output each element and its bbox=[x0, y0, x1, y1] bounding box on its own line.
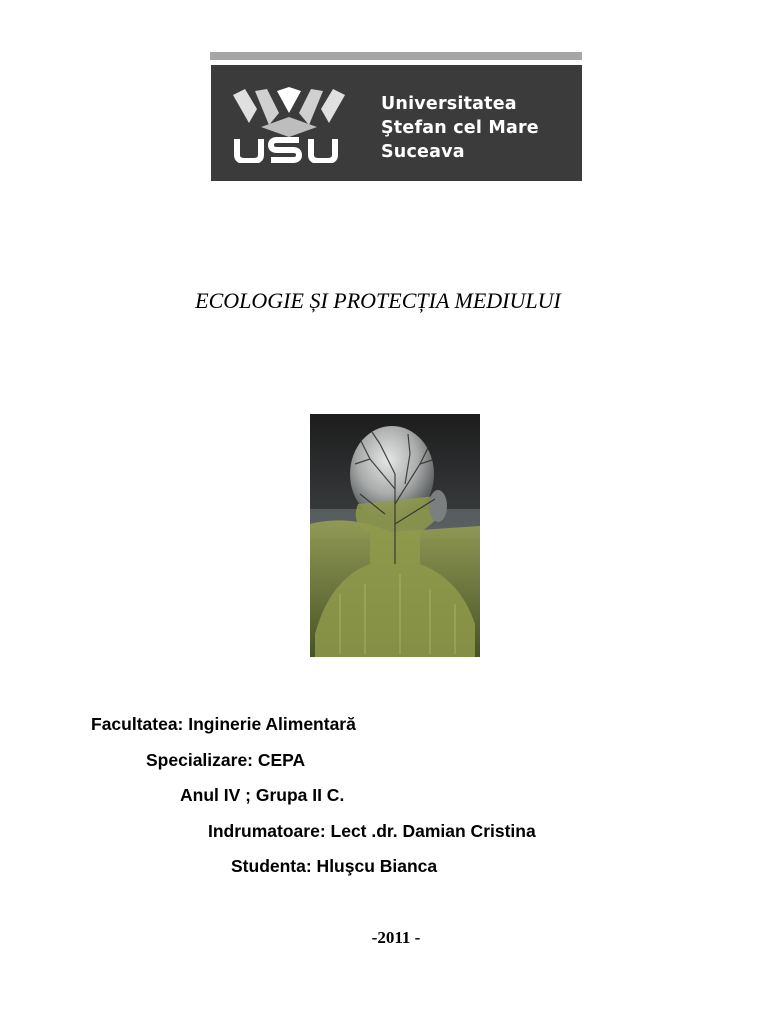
university-name-line-2: Ştefan cel Mare bbox=[381, 118, 539, 138]
year-group-line: Anul IV ; Grupa II C. bbox=[180, 785, 345, 805]
student-line: Studenta: Hluşcu Bianca bbox=[231, 856, 438, 876]
document-title: ECOLOGIE ȘI PROTECȚIA MEDIULUI bbox=[195, 288, 561, 313]
faculty-line: Facultatea: Inginerie Alimentară bbox=[91, 714, 356, 734]
top-divider bbox=[210, 52, 582, 60]
usu-logo-icon bbox=[231, 87, 347, 163]
document-year: -2011 - bbox=[371, 928, 421, 947]
cover-illustration bbox=[310, 414, 480, 657]
advisor-line: Indrumatoare: Lect .dr. Damian Cristina bbox=[208, 821, 536, 841]
university-name-line-3: Suceava bbox=[381, 142, 465, 162]
university-name-line-1: Universitatea bbox=[381, 94, 517, 114]
specialization-line: Specializare: CEPA bbox=[146, 750, 306, 770]
university-logo-banner bbox=[211, 65, 582, 181]
university-name bbox=[381, 92, 539, 164]
